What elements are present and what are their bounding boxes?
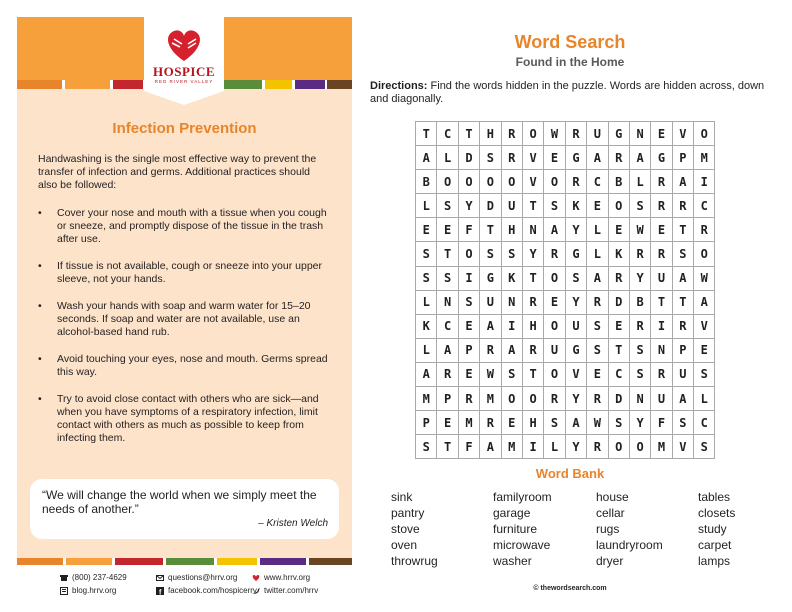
intro-paragraph: Handwashing is the single most effective way to prevent the transfer of infection and germs. Additional practices should also be followed:: [38, 153, 317, 191]
grid-cell[interactable]: F: [458, 218, 479, 242]
grid-cell[interactable]: E: [458, 362, 479, 386]
grid-cell[interactable]: R: [480, 411, 501, 435]
grid-cell[interactable]: U: [651, 387, 672, 411]
grid-cell[interactable]: R: [480, 338, 501, 362]
grid-cell[interactable]: A: [416, 362, 437, 386]
word-bank-word: closets: [698, 506, 736, 520]
grid-cell[interactable]: H: [522, 411, 543, 435]
grid-cell[interactable]: S: [501, 362, 522, 386]
grid-cell[interactable]: E: [587, 362, 608, 386]
grid-cell[interactable]: G: [565, 242, 586, 266]
grid-cell[interactable]: W: [480, 362, 501, 386]
directions-label: Directions:: [370, 80, 428, 92]
grid-cell[interactable]: D: [480, 194, 501, 218]
envelope-icon: [156, 574, 164, 582]
grid-row: [416, 387, 715, 411]
grid-row: [416, 314, 715, 338]
grid-cell[interactable]: N: [651, 338, 672, 362]
grid-cell[interactable]: S: [416, 266, 437, 290]
grid-cell[interactable]: C: [608, 362, 629, 386]
directions: [370, 80, 772, 106]
grid-cell[interactable]: O: [522, 122, 543, 146]
web-contact[interactable]: [252, 573, 348, 582]
word-bank-word: laundryroom: [596, 538, 663, 552]
section-title: Infection Prevention: [112, 120, 257, 137]
web-text[interactable]: www.hrrv.org: [264, 573, 311, 582]
grid-cell[interactable]: D: [608, 387, 629, 411]
grid-cell[interactable]: R: [672, 314, 693, 338]
grid-cell[interactable]: U: [587, 122, 608, 146]
grid-cell[interactable]: H: [480, 122, 501, 146]
grid-cell[interactable]: W: [587, 411, 608, 435]
grid-cell[interactable]: R: [587, 387, 608, 411]
quote-author: – Kristen Welch: [258, 518, 328, 529]
grid-cell[interactable]: Y: [565, 435, 586, 459]
grid-cell[interactable]: G: [565, 146, 586, 170]
grid-cell[interactable]: I: [651, 314, 672, 338]
grid-cell[interactable]: T: [437, 435, 458, 459]
grid-cell[interactable]: C: [437, 314, 458, 338]
grid-cell[interactable]: R: [587, 290, 608, 314]
grid-cell[interactable]: R: [565, 122, 586, 146]
grid-cell[interactable]: S: [587, 338, 608, 362]
grid-cell[interactable]: R: [565, 170, 586, 194]
grid-cell[interactable]: S: [629, 362, 650, 386]
prevention-list: [38, 207, 333, 459]
grid-cell[interactable]: L: [416, 194, 437, 218]
grid-cell[interactable]: D: [608, 290, 629, 314]
grid-cell[interactable]: V: [522, 146, 543, 170]
grid-cell[interactable]: A: [694, 290, 715, 314]
grid-cell[interactable]: E: [694, 338, 715, 362]
grid-cell[interactable]: O: [544, 170, 565, 194]
grid-cell[interactable]: S: [544, 411, 565, 435]
grid-cell[interactable]: V: [672, 122, 693, 146]
word-bank-word: study: [698, 522, 727, 536]
list-item: • Wash your hands with soap and warm water for 15–20 seconds. If soap and water are not available, use an alcohol-based hand rub.: [38, 300, 333, 339]
grid-cell[interactable]: S: [544, 194, 565, 218]
grid-cell[interactable]: O: [522, 387, 543, 411]
grid-cell[interactable]: R: [522, 290, 543, 314]
word-bank-word: furniture: [493, 522, 538, 536]
grid-cell[interactable]: W: [544, 122, 565, 146]
list-item: • If tissue is not available, cough or sneeze into your upper sleeve, not your hands.: [38, 260, 333, 286]
bottom-color-stripe: [17, 558, 352, 565]
logo-name: HOSPICE: [152, 64, 215, 79]
grid-cell[interactable]: P: [672, 146, 693, 170]
grid-cell[interactable]: U: [544, 338, 565, 362]
grid-cell[interactable]: O: [544, 314, 565, 338]
grid-cell[interactable]: S: [629, 338, 650, 362]
grid-cell[interactable]: D: [458, 146, 479, 170]
directions-text: Find the words hidden in the puzzle. Words are hidden across, down and diagonally.: [370, 80, 765, 105]
grid-cell[interactable]: S: [416, 435, 437, 459]
grid-cell[interactable]: P: [416, 411, 437, 435]
quote-text: “We will change the world when we simply meet the needs of another.”: [42, 488, 317, 516]
word-bank-word: pantry: [391, 506, 425, 520]
grid-cell[interactable]: Y: [565, 290, 586, 314]
word-bank-word: sink: [391, 490, 413, 504]
grid-cell[interactable]: R: [608, 146, 629, 170]
twitter-text[interactable]: twitter.com/hrrv: [264, 586, 319, 595]
grid-cell[interactable]: E: [651, 122, 672, 146]
grid-cell[interactable]: R: [501, 122, 522, 146]
facebook-icon: [156, 587, 164, 595]
grid-cell[interactable]: E: [437, 218, 458, 242]
phone-contact: [60, 573, 156, 582]
grid-cell[interactable]: A: [672, 387, 693, 411]
grid-cell[interactable]: G: [651, 146, 672, 170]
grid-cell[interactable]: U: [480, 290, 501, 314]
grid-cell[interactable]: V: [672, 435, 693, 459]
grid-cell[interactable]: A: [480, 435, 501, 459]
grid-cell[interactable]: R: [651, 362, 672, 386]
phone-text: (800) 237-4629: [72, 573, 127, 582]
grid-cell[interactable]: O: [458, 170, 479, 194]
puzzle-title: Word Search: [514, 32, 626, 52]
grid-cell[interactable]: L: [416, 290, 437, 314]
grid-cell[interactable]: A: [416, 146, 437, 170]
word-bank-word: lamps: [698, 554, 731, 568]
grid-cell[interactable]: H: [501, 218, 522, 242]
word-bank-word: dryer: [596, 554, 624, 568]
grid-cell[interactable]: Y: [522, 242, 543, 266]
grid-row: [416, 218, 715, 242]
blog-icon: [60, 587, 68, 595]
grid-cell[interactable]: L: [416, 338, 437, 362]
facebook-contact[interactable]: [156, 586, 257, 595]
grid-cell[interactable]: L: [587, 218, 608, 242]
grid-cell[interactable]: M: [480, 387, 501, 411]
grid-cell[interactable]: S: [694, 362, 715, 386]
grid-cell[interactable]: P: [672, 338, 693, 362]
contact-info: [60, 573, 350, 599]
grid-cell[interactable]: C: [587, 170, 608, 194]
grid-cell[interactable]: L: [694, 387, 715, 411]
grid-cell[interactable]: R: [437, 362, 458, 386]
grid-cell[interactable]: E: [587, 194, 608, 218]
grid-cell[interactable]: R: [694, 218, 715, 242]
grid-cell[interactable]: A: [629, 146, 650, 170]
grid-cell[interactable]: R: [501, 146, 522, 170]
grid-cell[interactable]: E: [437, 411, 458, 435]
grid-cell[interactable]: A: [480, 314, 501, 338]
grid-cell[interactable]: T: [522, 266, 543, 290]
grid-cell[interactable]: A: [565, 411, 586, 435]
grid-cell[interactable]: R: [608, 266, 629, 290]
word-bank-word: tables: [698, 490, 731, 504]
grid-cell[interactable]: V: [694, 314, 715, 338]
grid-cell[interactable]: E: [608, 218, 629, 242]
grid-cell[interactable]: U: [565, 314, 586, 338]
grid-cell[interactable]: Y: [565, 387, 586, 411]
grid-cell[interactable]: S: [501, 242, 522, 266]
grid-row: [416, 338, 715, 362]
grid-row: [416, 411, 715, 435]
grid-cell[interactable]: U: [651, 266, 672, 290]
grid-cell[interactable]: E: [501, 411, 522, 435]
grid-row: [416, 194, 715, 218]
grid-cell[interactable]: A: [587, 266, 608, 290]
credit-text: © thewordsearch.com: [533, 585, 607, 592]
grid-cell[interactable]: L: [587, 242, 608, 266]
grid-cell[interactable]: W: [694, 266, 715, 290]
grid-cell[interactable]: K: [416, 314, 437, 338]
word-bank-word: oven: [391, 538, 418, 552]
grid-cell[interactable]: S: [437, 194, 458, 218]
grid-cell[interactable]: R: [544, 242, 565, 266]
svg-text:f: f: [159, 589, 162, 595]
list-item: • Try to avoid close contact with others who are sick—and when you have symptoms of a respiratory infection, limit contact with others as much as possible to keep from infecting them.: [38, 393, 333, 445]
grid-cell[interactable]: A: [587, 146, 608, 170]
grid-cell[interactable]: N: [629, 122, 650, 146]
grid-cell[interactable]: N: [522, 218, 543, 242]
grid-cell[interactable]: O: [629, 435, 650, 459]
grid-cell[interactable]: O: [480, 170, 501, 194]
grid-cell[interactable]: L: [437, 146, 458, 170]
grid-cell[interactable]: Y: [565, 218, 586, 242]
grid-cell[interactable]: S: [694, 435, 715, 459]
grid-cell[interactable]: E: [458, 314, 479, 338]
grid-cell[interactable]: Y: [629, 266, 650, 290]
grid-cell[interactable]: S: [416, 242, 437, 266]
grid-cell[interactable]: C: [694, 411, 715, 435]
blog-text[interactable]: blog.hrrv.org: [72, 586, 117, 595]
grid-cell[interactable]: G: [565, 338, 586, 362]
word-bank-word: house: [596, 490, 629, 504]
grid-cell[interactable]: S: [458, 290, 479, 314]
grid-row: [416, 266, 715, 290]
word-bank-word: carpet: [698, 538, 732, 552]
word-bank-column: [493, 489, 552, 569]
grid-row: [416, 290, 715, 314]
grid-cell[interactable]: M: [458, 411, 479, 435]
grid-cell[interactable]: I: [501, 314, 522, 338]
email-text[interactable]: questions@hrrv.org: [168, 573, 238, 582]
grid-cell[interactable]: O: [694, 242, 715, 266]
grid-cell[interactable]: O: [437, 170, 458, 194]
word-bank-word: microwave: [493, 538, 551, 552]
grid-cell[interactable]: F: [651, 411, 672, 435]
word-bank-word: washer: [493, 554, 532, 568]
grid-cell[interactable]: A: [672, 170, 693, 194]
grid-cell[interactable]: R: [587, 435, 608, 459]
word-bank-column: [596, 489, 663, 569]
grid-cell[interactable]: T: [416, 122, 437, 146]
grid-cell[interactable]: O: [694, 122, 715, 146]
grid-cell[interactable]: R: [629, 314, 650, 338]
grid-cell[interactable]: M: [694, 146, 715, 170]
grid-cell[interactable]: U: [501, 194, 522, 218]
grid-cell[interactable]: C: [694, 194, 715, 218]
grid-row: [416, 242, 715, 266]
grid-cell[interactable]: O: [608, 194, 629, 218]
word-search-grid[interactable]: [415, 121, 715, 459]
grid-cell[interactable]: N: [501, 290, 522, 314]
email-contact[interactable]: [156, 573, 252, 582]
grid-cell[interactable]: N: [629, 387, 650, 411]
blog-contact[interactable]: [60, 586, 156, 595]
grid-cell[interactable]: G: [608, 122, 629, 146]
grid-cell[interactable]: V: [522, 170, 543, 194]
grid-cell[interactable]: I: [694, 170, 715, 194]
grid-row: [416, 435, 715, 459]
grid-cell[interactable]: P: [437, 387, 458, 411]
grid-cell[interactable]: S: [608, 411, 629, 435]
grid-cell[interactable]: A: [544, 218, 565, 242]
grid-cell[interactable]: Y: [458, 194, 479, 218]
grid-cell[interactable]: F: [458, 435, 479, 459]
grid-cell[interactable]: R: [651, 242, 672, 266]
grid-cell[interactable]: U: [672, 362, 693, 386]
word-bank-word: stove: [391, 522, 420, 536]
word-bank-title: Word Bank: [535, 466, 605, 481]
grid-cell[interactable]: I: [522, 435, 543, 459]
list-item: • Cover your nose and mouth with a tissue when you cough or sneeze, and promptly dispose of the tissue in the trash after use.: [38, 207, 333, 246]
heart-icon: [252, 574, 260, 582]
grid-cell[interactable]: S: [629, 194, 650, 218]
grid-cell[interactable]: R: [651, 170, 672, 194]
grid-cell[interactable]: Y: [629, 411, 650, 435]
grid-cell[interactable]: M: [416, 387, 437, 411]
grid-cell[interactable]: T: [437, 242, 458, 266]
grid-cell[interactable]: M: [501, 435, 522, 459]
grid-cell[interactable]: S: [480, 146, 501, 170]
grid-cell[interactable]: T: [672, 290, 693, 314]
grid-cell[interactable]: S: [565, 266, 586, 290]
grid-cell[interactable]: S: [672, 242, 693, 266]
grid-cell[interactable]: T: [480, 218, 501, 242]
grid-cell[interactable]: G: [480, 266, 501, 290]
grid-cell[interactable]: T: [651, 290, 672, 314]
grid-cell[interactable]: T: [458, 122, 479, 146]
grid-cell[interactable]: O: [501, 387, 522, 411]
grid-row: [416, 146, 715, 170]
grid-cell[interactable]: E: [544, 290, 565, 314]
grid-cell[interactable]: O: [458, 242, 479, 266]
grid-cell[interactable]: T: [522, 362, 543, 386]
grid-cell[interactable]: R: [458, 387, 479, 411]
puzzle-subtitle: Found in the Home: [515, 55, 625, 69]
grid-row: [416, 170, 715, 194]
grid-cell[interactable]: O: [608, 435, 629, 459]
twitter-contact[interactable]: [252, 586, 348, 595]
grid-cell[interactable]: R: [522, 338, 543, 362]
grid-cell[interactable]: O: [544, 266, 565, 290]
grid-cell[interactable]: A: [437, 338, 458, 362]
grid-cell[interactable]: E: [544, 146, 565, 170]
grid-cell[interactable]: P: [458, 338, 479, 362]
grid-cell[interactable]: N: [437, 290, 458, 314]
grid-cell[interactable]: K: [565, 194, 586, 218]
twitter-icon: [252, 587, 260, 595]
grid-cell[interactable]: M: [651, 435, 672, 459]
hospice-logo: [144, 17, 224, 105]
grid-cell[interactable]: E: [416, 218, 437, 242]
grid-cell[interactable]: S: [480, 242, 501, 266]
word-bank-word: rugs: [596, 522, 620, 536]
grid-cell[interactable]: S: [672, 411, 693, 435]
list-item: • Avoid touching your eyes, nose and mouth. Germs spread this way.: [38, 353, 333, 379]
grid-cell[interactable]: A: [501, 338, 522, 362]
grid-cell[interactable]: C: [437, 122, 458, 146]
word-bank-word: cellar: [596, 506, 625, 520]
grid-cell[interactable]: S: [587, 314, 608, 338]
grid-cell[interactable]: A: [672, 266, 693, 290]
grid-cell[interactable]: B: [629, 290, 650, 314]
grid-cell[interactable]: L: [544, 435, 565, 459]
grid-cell[interactable]: O: [544, 362, 565, 386]
grid-cell[interactable]: B: [416, 170, 437, 194]
grid-cell[interactable]: L: [629, 170, 650, 194]
grid-cell[interactable]: R: [629, 242, 650, 266]
word-bank-word: garage: [493, 506, 531, 520]
grid-cell[interactable]: O: [501, 170, 522, 194]
phone-icon: [60, 574, 68, 582]
word-bank-word: throwrug: [391, 554, 438, 568]
grid-cell[interactable]: T: [608, 338, 629, 362]
grid-cell[interactable]: W: [629, 218, 650, 242]
grid-cell[interactable]: B: [608, 170, 629, 194]
grid-cell[interactable]: E: [651, 218, 672, 242]
grid-cell[interactable]: T: [522, 194, 543, 218]
grid-cell[interactable]: R: [672, 194, 693, 218]
facebook-text[interactable]: facebook.com/hospicerrv: [168, 586, 257, 595]
grid-row: [416, 362, 715, 386]
grid-row: [416, 122, 715, 146]
grid-cell[interactable]: V: [565, 362, 586, 386]
word-bank-column: [391, 489, 438, 569]
grid-cell[interactable]: H: [522, 314, 543, 338]
word-bank-column: [698, 489, 735, 569]
grid-cell[interactable]: R: [651, 194, 672, 218]
grid-cell[interactable]: R: [544, 387, 565, 411]
word-bank-word: familyroom: [493, 490, 552, 504]
grid-cell[interactable]: T: [672, 218, 693, 242]
grid-cell[interactable]: S: [437, 266, 458, 290]
grid-cell[interactable]: K: [501, 266, 522, 290]
logo-subname: RED RIVER VALLEY: [154, 79, 214, 84]
grid-cell[interactable]: E: [608, 314, 629, 338]
grid-cell[interactable]: I: [458, 266, 479, 290]
grid-cell[interactable]: K: [608, 242, 629, 266]
